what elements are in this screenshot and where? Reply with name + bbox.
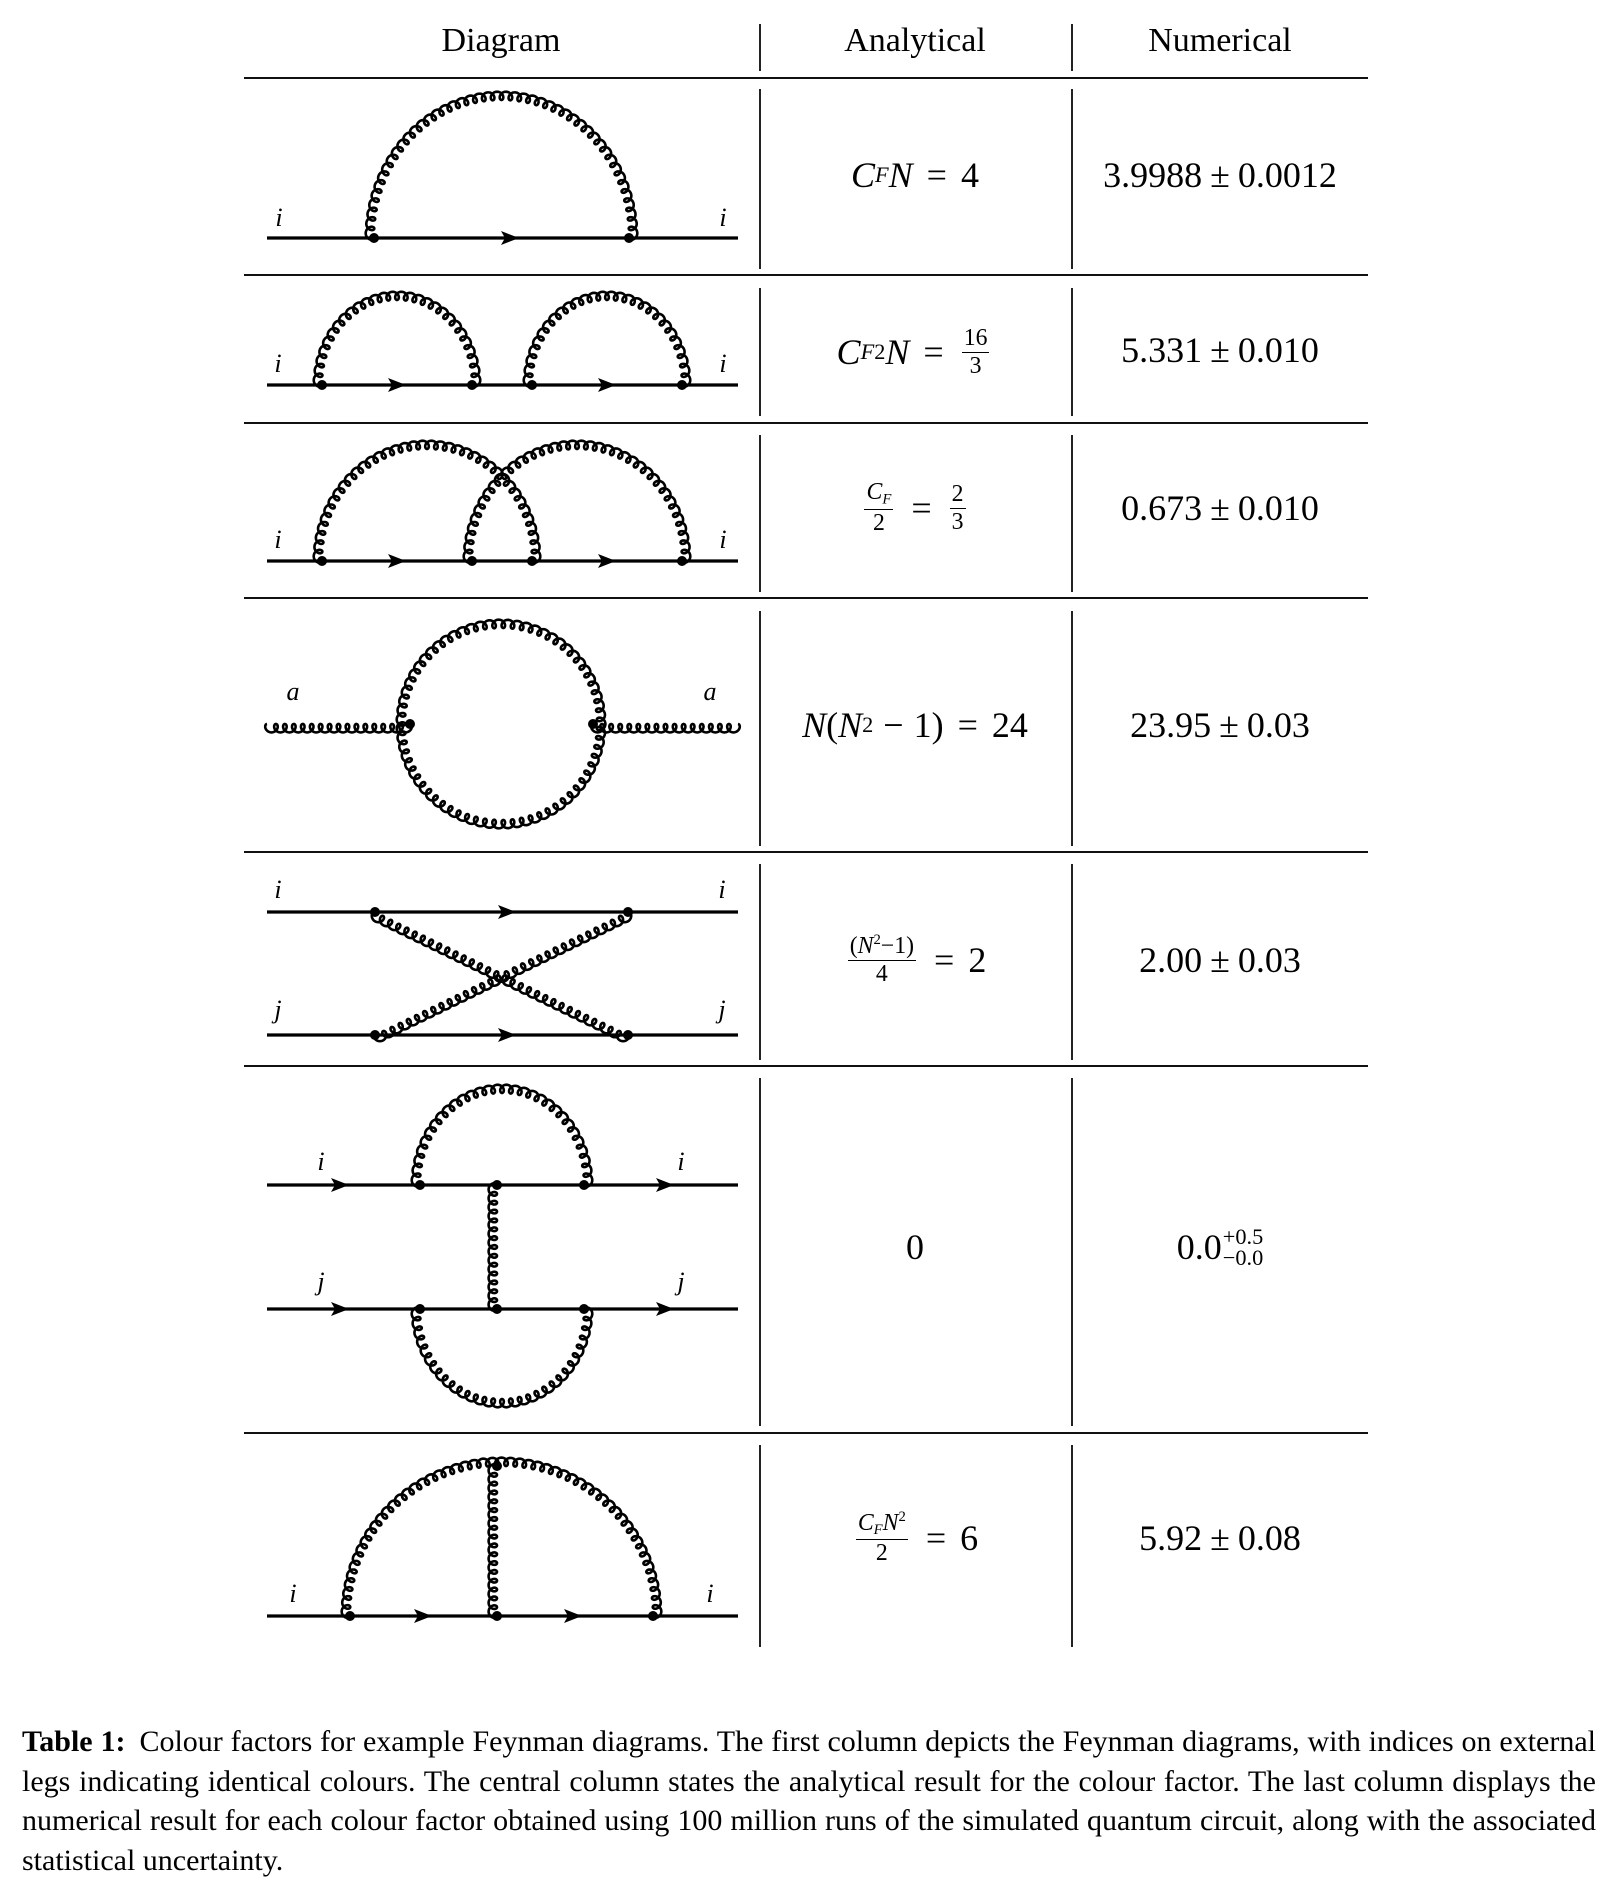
gluon-line [489,1183,497,1311]
math-c: C [851,155,876,195]
colour-index-label: j [317,1267,325,1296]
num-value: 2.00 [1139,940,1203,980]
vertex-dot [492,1461,502,1471]
denominator: 2 [872,509,885,536]
colour-index-label: i [289,1579,297,1608]
colour-index-label: i [274,875,282,904]
math-minus: − [883,705,904,745]
denominator: 4 [875,960,888,987]
header-diagram: Diagram [441,22,561,59]
num-error: 0.03 [1237,940,1301,980]
colour-index-label: i [719,525,727,554]
num-value: 0.0 [1176,1227,1222,1267]
colour-index-label: j [274,995,282,1024]
diagram-row-6 [267,1085,738,1408]
math-eq: = [923,332,944,372]
math-c: C [857,1509,874,1536]
num-error: 0.03 [1246,705,1310,745]
num-error-plus: +0.5 [1222,1223,1264,1249]
vertex-dot [317,556,327,566]
vertex-dot [370,1030,380,1040]
math-eq: = [957,705,978,745]
math-exp: 2 [862,712,874,737]
gluon-arc [412,1307,593,1407]
diagram-row-1 [267,92,738,245]
math-exp: 2 [873,932,881,949]
gluon-arc [524,292,691,387]
math-rhs: 24 [991,705,1028,745]
math-c: C [866,479,883,506]
colour-index-label: i [275,203,283,232]
vertex-dot [624,233,634,243]
vertex-dot [588,719,598,729]
caption-label: Table 1: [22,1725,126,1758]
math-sub-f: F [873,1521,883,1538]
colour-index-label: j [677,1267,685,1296]
math-exp: 2 [898,1508,906,1525]
num-pm: ± [1210,1518,1230,1558]
math-eq: = [934,940,955,980]
math-rest: −1) [880,932,914,959]
num-pm: ± [1210,488,1230,528]
vertex-dot [527,556,537,566]
gluon-arc [342,1458,662,1618]
math-n: N [882,1509,899,1536]
table-caption [22,1722,1596,1880]
gluon-arc [314,441,541,563]
math-eq: = [925,1518,947,1558]
math-n: N [888,155,913,195]
colour-index-label: i [274,525,282,554]
colour-index-label: i [706,1579,714,1608]
math-sub-f: F [860,339,875,364]
diagram-row-4 [265,620,740,829]
colour-index-label: i [718,875,726,904]
math-rhs: 0 [906,1227,924,1267]
num-value: 23.95 [1130,705,1212,745]
num-pm: ± [1219,705,1239,745]
denominator: 3 [969,352,982,379]
vertex-dot [648,1611,658,1621]
diagram-row-3 [267,441,738,568]
num-pm: ± [1210,155,1230,195]
num-value: 5.331 [1121,330,1203,370]
vertex-dot [467,380,477,390]
colour-index-label: i [719,349,727,378]
math-exp: 2 [874,339,886,364]
num-error-minus: −0.0 [1222,1245,1264,1270]
math-paren: ( [849,932,858,959]
colour-index-label: i [719,203,727,232]
gluon-arc [464,441,691,563]
vertex-dot [467,556,477,566]
header-analytical: Analytical [844,22,986,59]
math-rhs: 2 [968,940,987,980]
colour-index-label: j [718,995,726,1024]
num-error: 0.08 [1237,1518,1301,1558]
num-pm: ± [1210,330,1230,370]
vertex-dot [579,1304,589,1314]
num-error: 0.010 [1237,488,1319,528]
vertex-dot [677,556,687,566]
num-value: 5.92 [1139,1518,1203,1558]
num-value: 3.9988 [1103,155,1203,195]
math-rhs: 4 [960,155,979,195]
vertex-dot [492,1611,502,1621]
vertex-dot [579,1180,589,1190]
colour-index-label: i [274,349,282,378]
vertex-dot [345,1611,355,1621]
gluon-arc [314,292,481,387]
math-eq: = [926,155,947,195]
gluon-arc [412,1085,593,1187]
math-sub-f: F [882,491,892,508]
diagram-row-5 [267,875,738,1042]
vertex-dot [527,380,537,390]
colour-index-label: a [703,677,717,706]
header-numerical: Numerical [1148,22,1292,59]
math-rhs: 6 [960,1518,979,1558]
num-error: 0.010 [1237,330,1319,370]
vertex-dot [415,1304,425,1314]
math-n: N [838,705,863,745]
gluon-line [489,1464,497,1618]
numerator: 2 [951,480,964,507]
vertex-dot [623,1030,633,1040]
denominator: 2 [875,1540,888,1567]
diagram-row-2 [267,292,738,392]
vertex-dot [492,1304,502,1314]
vertex-dot [415,1180,425,1190]
vertex-dot [369,233,379,243]
math-c: C [836,332,861,372]
math-n: N [802,705,827,745]
vertex-dot [405,719,415,729]
math-paren: ) [931,705,944,745]
num-pm: ± [1210,940,1230,980]
denominator: 3 [951,508,964,535]
vertex-dot [492,1180,502,1190]
math-n: N [885,332,910,372]
gluon-arc [366,92,638,240]
gluon-line [591,724,740,732]
math-paren: ( [826,705,839,745]
colour-index-label: i [677,1147,685,1176]
vertex-dot [677,380,687,390]
gluon-loop [397,620,606,829]
math-sub-f: F [875,162,889,187]
math-one: 1 [913,705,932,745]
caption-text: Colour factors for example Feynman diagrams. The first column depicts the Feynman diagrams, with indices on external legs indicating identical colours. The central column states the analytical result for the colour factor. The last column displays the numerical result for each colour factor obtained using 100 million runs of the simulated quantum circuit, along with the associated statistical uncertainty. [22,1725,1596,1877]
vertex-dot [623,907,633,917]
vertex-dot [370,907,380,917]
gluon-line [265,724,412,732]
numerator: 16 [963,324,988,351]
num-value: 0.673 [1121,488,1203,528]
diagram-row-7 [267,1458,738,1623]
num-error: 0.0012 [1237,155,1337,195]
math-eq: = [911,488,932,528]
math-n: N [857,932,874,959]
vertex-dot [317,380,327,390]
colour-index-label: i [317,1147,325,1176]
colour-index-label: a [286,677,300,706]
